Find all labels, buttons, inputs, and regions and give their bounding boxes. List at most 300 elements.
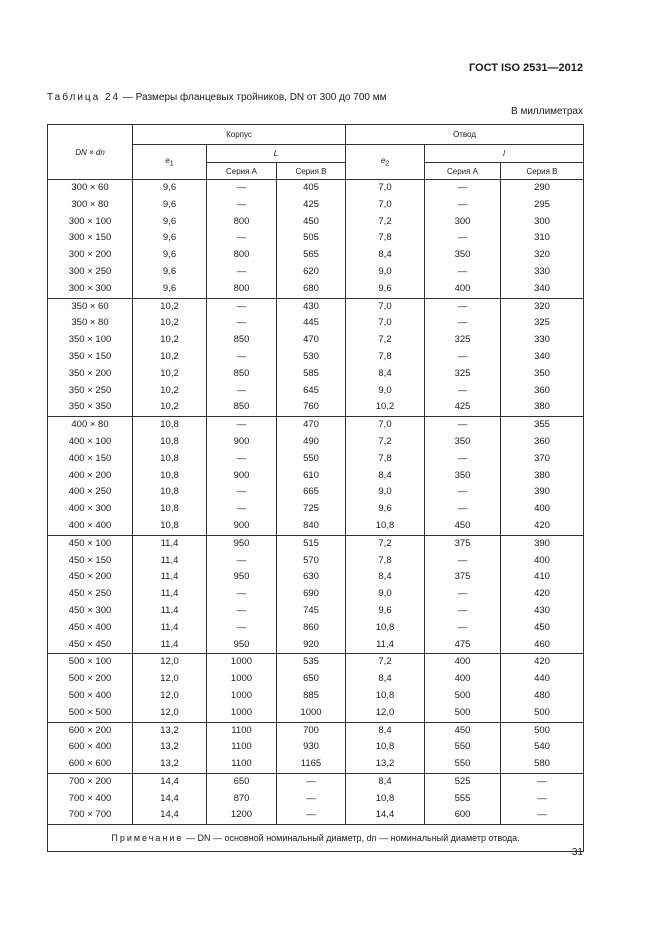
- table-cell: 11,4: [133, 603, 207, 620]
- table-body: [48, 180, 584, 825]
- table-cell: 320: [501, 298, 584, 315]
- table-row: [48, 214, 584, 231]
- table-cell: 400 × 250: [48, 484, 133, 501]
- table-cell: 10,8: [133, 518, 207, 535]
- table-cell: 840: [277, 518, 346, 535]
- table-cell: 550: [425, 739, 501, 756]
- table-row: [48, 535, 584, 552]
- table-cell: 450 × 400: [48, 620, 133, 637]
- table-cell: 475: [425, 637, 501, 654]
- table-cell: 375: [425, 569, 501, 586]
- table-cell: 610: [277, 468, 346, 485]
- table-cell: —: [277, 791, 346, 808]
- table-cell: 9,6: [133, 281, 207, 298]
- table-row: [48, 603, 584, 620]
- caption-prefix: Таблица 24: [47, 92, 121, 103]
- table-cell: 360: [501, 383, 584, 400]
- table-cell: —: [207, 180, 277, 197]
- table-cell: 470: [277, 332, 346, 349]
- table-row: [48, 434, 584, 451]
- table-cell: 9,6: [133, 264, 207, 281]
- table-row: [48, 620, 584, 637]
- col-L-series-b: Серия В: [277, 163, 346, 180]
- table-cell: 350 × 150: [48, 349, 133, 366]
- table-cell: 505: [277, 230, 346, 247]
- table-cell: 1000: [207, 654, 277, 671]
- table-cell: 12,0: [133, 654, 207, 671]
- table-cell: 430: [501, 603, 584, 620]
- table-row: [48, 756, 584, 773]
- table-cell: 380: [501, 399, 584, 416]
- table-cell: 8,4: [346, 468, 425, 485]
- table-cell: 430: [277, 298, 346, 315]
- table-cell: 370: [501, 451, 584, 468]
- table-cell: 450: [425, 722, 501, 739]
- table-cell: 10,2: [133, 332, 207, 349]
- table-cell: 1100: [207, 722, 277, 739]
- table-cell: 400: [425, 281, 501, 298]
- table-cell: 500 × 200: [48, 671, 133, 688]
- table-cell: 7,2: [346, 654, 425, 671]
- table-cell: —: [425, 180, 501, 197]
- table-cell: 400: [501, 553, 584, 570]
- table-row: [48, 468, 584, 485]
- table-cell: —: [207, 620, 277, 637]
- table-cell: —: [207, 230, 277, 247]
- table-cell: —: [425, 349, 501, 366]
- col-e2-header: $e_2$: [346, 145, 425, 180]
- table-cell: 500: [501, 722, 584, 739]
- table-row: [48, 637, 584, 654]
- table-cell: 10,8: [133, 417, 207, 434]
- table-row: [48, 501, 584, 518]
- table-cell: —: [425, 197, 501, 214]
- table-cell: 930: [277, 739, 346, 756]
- table-cell: 920: [277, 637, 346, 654]
- col-l-series-b: Серия В: [501, 163, 584, 180]
- table-cell: 600 × 600: [48, 756, 133, 773]
- table-cell: —: [425, 383, 501, 400]
- table-cell: 900: [207, 518, 277, 535]
- table-cell: 330: [501, 264, 584, 281]
- table-cell: 300 × 150: [48, 230, 133, 247]
- table-cell: 425: [425, 399, 501, 416]
- table-cell: 350 × 80: [48, 315, 133, 332]
- table-cell: 650: [207, 773, 277, 790]
- table-caption: [47, 92, 387, 103]
- table-cell: 13,2: [133, 756, 207, 773]
- table-cell: —: [501, 773, 584, 790]
- table-cell: —: [207, 383, 277, 400]
- table-row: [48, 739, 584, 756]
- table-cell: 9,0: [346, 484, 425, 501]
- table-cell: 700: [277, 722, 346, 739]
- table-cell: 11,4: [133, 553, 207, 570]
- table-cell: 375: [425, 535, 501, 552]
- table-cell: 1165: [277, 756, 346, 773]
- table-cell: 1200: [207, 807, 277, 824]
- document-header: ГОСТ ISO 2531—2012: [468, 62, 583, 74]
- table-cell: 690: [277, 586, 346, 603]
- table-cell: 500: [501, 705, 584, 722]
- table-cell: 450: [277, 214, 346, 231]
- table-cell: 530: [277, 349, 346, 366]
- table-cell: 12,0: [133, 671, 207, 688]
- table-row: [48, 705, 584, 722]
- table-cell: 8,4: [346, 722, 425, 739]
- table-cell: 7,0: [346, 315, 425, 332]
- table-cell: 7,8: [346, 349, 425, 366]
- table-cell: 310: [501, 230, 584, 247]
- table-cell: 7,8: [346, 451, 425, 468]
- table-cell: 300 × 200: [48, 247, 133, 264]
- table-cell: 14,4: [133, 773, 207, 790]
- table-cell: —: [425, 553, 501, 570]
- table-row: [48, 654, 584, 671]
- table-cell: 9,0: [346, 264, 425, 281]
- table-cell: 350: [425, 434, 501, 451]
- table-cell: —: [501, 791, 584, 808]
- table-cell: 10,8: [346, 620, 425, 637]
- table-cell: 9,6: [346, 603, 425, 620]
- table-cell: 350 × 200: [48, 366, 133, 383]
- table-row: [48, 298, 584, 315]
- table-cell: 350: [425, 468, 501, 485]
- col-branch-header: Отвод: [346, 125, 584, 145]
- table-row: [48, 281, 584, 298]
- table-cell: 400 × 150: [48, 451, 133, 468]
- table-cell: 10,2: [133, 315, 207, 332]
- table-cell: 390: [501, 535, 584, 552]
- table-cell: 1100: [207, 756, 277, 773]
- table-cell: 9,6: [133, 180, 207, 197]
- table-row: [48, 264, 584, 281]
- table-cell: —: [277, 773, 346, 790]
- table-cell: 11,4: [133, 620, 207, 637]
- table-cell: 745: [277, 603, 346, 620]
- table-cell: 7,0: [346, 197, 425, 214]
- table-cell: 580: [501, 756, 584, 773]
- table-cell: 410: [501, 569, 584, 586]
- table-row: [48, 451, 584, 468]
- table-cell: 8,4: [346, 247, 425, 264]
- table-row: [48, 569, 584, 586]
- table-cell: 350 × 350: [48, 399, 133, 416]
- table-cell: —: [207, 603, 277, 620]
- table-row: [48, 773, 584, 790]
- table-cell: 450 × 450: [48, 637, 133, 654]
- table-cell: 325: [425, 332, 501, 349]
- table-cell: 300 × 60: [48, 180, 133, 197]
- table-cell: 1000: [207, 671, 277, 688]
- table-cell: 10,2: [133, 366, 207, 383]
- table-cell: 600: [425, 807, 501, 824]
- table-cell: 500 × 400: [48, 688, 133, 705]
- table-cell: 445: [277, 315, 346, 332]
- table-cell: 340: [501, 349, 584, 366]
- table-cell: 950: [207, 637, 277, 654]
- table-cell: 680: [277, 281, 346, 298]
- table-cell: 555: [425, 791, 501, 808]
- table-cell: 450 × 250: [48, 586, 133, 603]
- table-cell: 380: [501, 468, 584, 485]
- table-cell: 500: [425, 705, 501, 722]
- col-L-series-a: Серия А: [207, 163, 277, 180]
- table-cell: —: [207, 484, 277, 501]
- table-cell: 10,8: [346, 688, 425, 705]
- col-dn-header: DN × dn: [48, 125, 133, 180]
- table-cell: 9,6: [346, 501, 425, 518]
- table-row: [48, 180, 584, 197]
- table-cell: 600 × 200: [48, 722, 133, 739]
- table-cell: 400 × 300: [48, 501, 133, 518]
- table-cell: —: [207, 197, 277, 214]
- table-cell: —: [425, 484, 501, 501]
- table-cell: 500: [425, 688, 501, 705]
- col-e1-header: $e_1$: [133, 145, 207, 180]
- table-row: [48, 399, 584, 416]
- table-cell: 9,6: [133, 230, 207, 247]
- table-cell: 11,4: [133, 586, 207, 603]
- table-cell: 325: [425, 366, 501, 383]
- table-cell: 550: [277, 451, 346, 468]
- table-cell: 450 × 100: [48, 535, 133, 552]
- table-cell: 850: [207, 332, 277, 349]
- table-cell: 11,4: [133, 535, 207, 552]
- table-cell: 425: [277, 197, 346, 214]
- table-cell: 8,4: [346, 671, 425, 688]
- table-cell: 300: [425, 214, 501, 231]
- table-cell: 525: [425, 773, 501, 790]
- table-row: [48, 197, 584, 214]
- table-cell: 400: [501, 501, 584, 518]
- table-cell: —: [207, 264, 277, 281]
- table-cell: 320: [501, 247, 584, 264]
- table-row: [48, 518, 584, 535]
- table-cell: 460: [501, 637, 584, 654]
- table-cell: 390: [501, 484, 584, 501]
- table-cell: 300 × 80: [48, 197, 133, 214]
- table-cell: —: [207, 451, 277, 468]
- table-cell: 10,8: [133, 434, 207, 451]
- dimensions-table: [47, 124, 584, 852]
- table-cell: 290: [501, 180, 584, 197]
- table-cell: 14,4: [133, 807, 207, 824]
- table-cell: 450 × 300: [48, 603, 133, 620]
- table-cell: 860: [277, 620, 346, 637]
- table-cell: 10,8: [133, 501, 207, 518]
- note-text: — DN — основной номинальный диаметр, dn — номинальный диаметр отвода.: [183, 833, 520, 844]
- table-cell: 350: [501, 366, 584, 383]
- caption-text: — Размеры фланцевых тройников, DN от 300 до 700 мм: [120, 92, 387, 103]
- table-cell: 9,6: [133, 247, 207, 264]
- table-cell: 760: [277, 399, 346, 416]
- table-cell: 405: [277, 180, 346, 197]
- table-cell: 11,4: [133, 569, 207, 586]
- table-cell: 295: [501, 197, 584, 214]
- table-cell: 1100: [207, 739, 277, 756]
- table-cell: 440: [501, 671, 584, 688]
- page-number: 31: [571, 847, 583, 858]
- table-cell: 9,6: [346, 281, 425, 298]
- table-cell: 10,8: [133, 468, 207, 485]
- table-row: [48, 332, 584, 349]
- col-l-header: l: [425, 145, 584, 163]
- table-cell: 7,2: [346, 535, 425, 552]
- table-cell: 850: [207, 399, 277, 416]
- table-cell: 480: [501, 688, 584, 705]
- table-cell: 1000: [207, 688, 277, 705]
- table-note: [48, 825, 584, 852]
- table-row: [48, 671, 584, 688]
- note-prefix: Примечание: [111, 833, 184, 844]
- table-cell: 470: [277, 417, 346, 434]
- table-cell: 515: [277, 535, 346, 552]
- table-cell: 360: [501, 434, 584, 451]
- table-cell: 10,2: [133, 399, 207, 416]
- table-cell: 330: [501, 332, 584, 349]
- table-cell: 9,6: [133, 197, 207, 214]
- table-cell: —: [425, 603, 501, 620]
- table-cell: 300: [501, 214, 584, 231]
- table-cell: 7,8: [346, 230, 425, 247]
- table-cell: 450 × 150: [48, 553, 133, 570]
- table-cell: 300 × 100: [48, 214, 133, 231]
- table-cell: 14,4: [346, 807, 425, 824]
- table-cell: 585: [277, 366, 346, 383]
- table-cell: 850: [207, 366, 277, 383]
- table-cell: 10,2: [133, 383, 207, 400]
- table-cell: —: [207, 553, 277, 570]
- table-cell: 7,0: [346, 180, 425, 197]
- table-row: [48, 247, 584, 264]
- table-cell: —: [425, 298, 501, 315]
- table-row: [48, 688, 584, 705]
- table-cell: 13,2: [133, 722, 207, 739]
- table-cell: 800: [207, 247, 277, 264]
- table-cell: 10,2: [133, 298, 207, 315]
- table-cell: 420: [501, 586, 584, 603]
- table-cell: 950: [207, 569, 277, 586]
- table-cell: 7,8: [346, 553, 425, 570]
- table-cell: 350: [425, 247, 501, 264]
- table-cell: 11,4: [133, 637, 207, 654]
- table-cell: —: [207, 586, 277, 603]
- table-cell: 10,2: [133, 349, 207, 366]
- table-cell: 550: [425, 756, 501, 773]
- table-cell: 10,8: [346, 791, 425, 808]
- table-cell: 12,0: [133, 688, 207, 705]
- table-cell: 800: [207, 214, 277, 231]
- table-cell: —: [425, 264, 501, 281]
- table-row: [48, 383, 584, 400]
- table-cell: 500 × 100: [48, 654, 133, 671]
- table-cell: 450: [425, 518, 501, 535]
- table-cell: 700 × 200: [48, 773, 133, 790]
- table-cell: —: [207, 349, 277, 366]
- table-cell: 700 × 700: [48, 807, 133, 824]
- table-cell: —: [277, 807, 346, 824]
- table-cell: 420: [501, 518, 584, 535]
- table-cell: 355: [501, 417, 584, 434]
- table-row: [48, 417, 584, 434]
- units-label: В миллиметрах: [511, 106, 583, 117]
- table-cell: 950: [207, 535, 277, 552]
- table-cell: 8,4: [346, 366, 425, 383]
- table-cell: 650: [277, 671, 346, 688]
- table-cell: 10,2: [346, 399, 425, 416]
- table-cell: 400: [425, 654, 501, 671]
- table-cell: 9,0: [346, 586, 425, 603]
- table-cell: —: [425, 620, 501, 637]
- table-cell: 700 × 400: [48, 791, 133, 808]
- table-cell: 300 × 300: [48, 281, 133, 298]
- table-cell: 645: [277, 383, 346, 400]
- table-cell: 885: [277, 688, 346, 705]
- table-cell: 8,4: [346, 569, 425, 586]
- table-cell: 900: [207, 434, 277, 451]
- table-cell: —: [425, 586, 501, 603]
- table-row: [48, 722, 584, 739]
- table-cell: 13,2: [133, 739, 207, 756]
- table-cell: 14,4: [133, 791, 207, 808]
- table-cell: 870: [207, 791, 277, 808]
- table-cell: —: [425, 451, 501, 468]
- table-cell: 7,2: [346, 434, 425, 451]
- table-cell: 325: [501, 315, 584, 332]
- table-cell: —: [425, 417, 501, 434]
- table-cell: 400 × 200: [48, 468, 133, 485]
- table-cell: 350 × 60: [48, 298, 133, 315]
- table-cell: 10,8: [133, 451, 207, 468]
- table-cell: —: [207, 298, 277, 315]
- table-cell: 12,0: [133, 705, 207, 722]
- table-cell: 535: [277, 654, 346, 671]
- table-row: [48, 315, 584, 332]
- table-row: [48, 586, 584, 603]
- table-cell: 490: [277, 434, 346, 451]
- table-cell: 9,6: [133, 214, 207, 231]
- table-cell: —: [425, 315, 501, 332]
- table-cell: 565: [277, 247, 346, 264]
- table-cell: 600 × 400: [48, 739, 133, 756]
- table-cell: 10,8: [346, 518, 425, 535]
- table-cell: 450 × 200: [48, 569, 133, 586]
- table-cell: —: [501, 807, 584, 824]
- table-cell: 10,8: [133, 484, 207, 501]
- table-cell: 9,0: [346, 383, 425, 400]
- table-cell: 420: [501, 654, 584, 671]
- table-cell: 725: [277, 501, 346, 518]
- table-cell: —: [207, 501, 277, 518]
- table-cell: 8,4: [346, 773, 425, 790]
- table-cell: 400 × 400: [48, 518, 133, 535]
- table-cell: 340: [501, 281, 584, 298]
- table-cell: 11,4: [346, 637, 425, 654]
- table-cell: —: [425, 230, 501, 247]
- table-cell: 400: [425, 671, 501, 688]
- table-cell: 300 × 250: [48, 264, 133, 281]
- table-cell: —: [207, 315, 277, 332]
- table-row: [48, 553, 584, 570]
- table-cell: —: [425, 501, 501, 518]
- table-cell: 350 × 100: [48, 332, 133, 349]
- table-row: [48, 791, 584, 808]
- table-cell: —: [207, 417, 277, 434]
- table-row: [48, 349, 584, 366]
- table-row: [48, 807, 584, 824]
- table-cell: 7,2: [346, 332, 425, 349]
